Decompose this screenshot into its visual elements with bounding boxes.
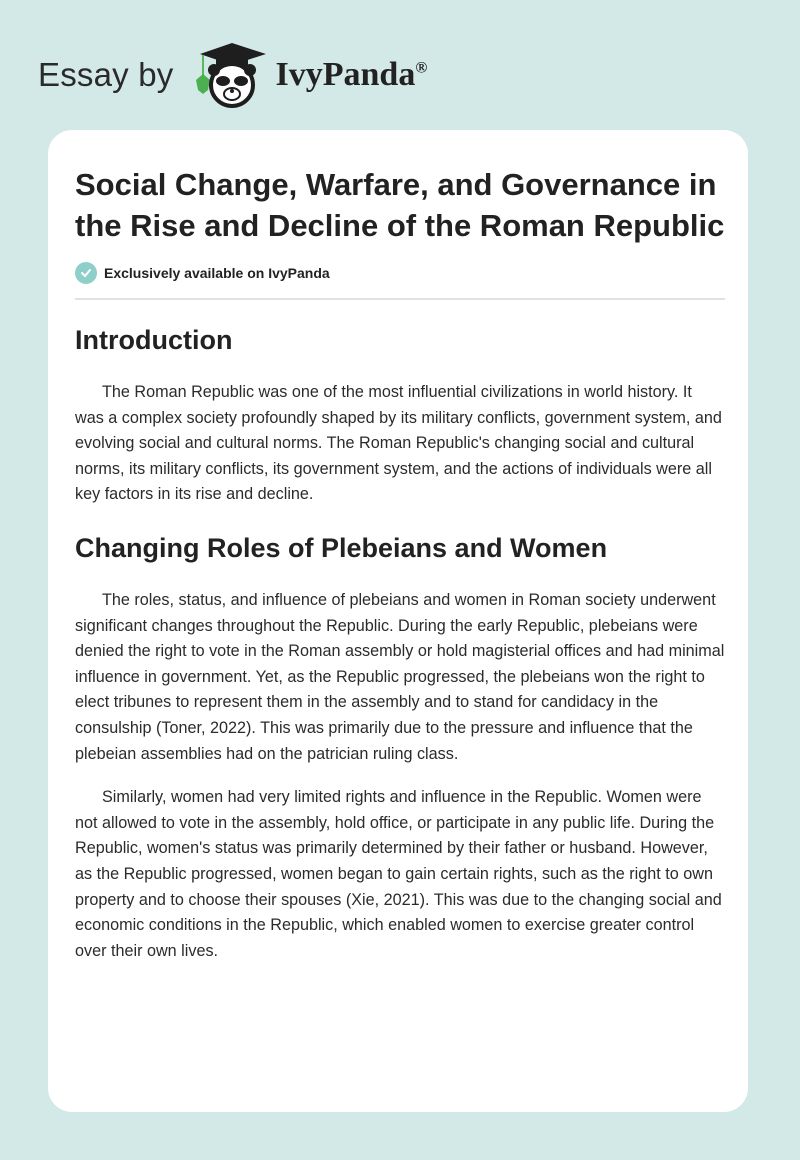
ivypanda-logo-icon[interactable]: [186, 40, 272, 110]
exclusive-badge: [75, 262, 725, 284]
brand-name: [276, 56, 428, 94]
registered-mark: ®: [415, 59, 428, 77]
badge-text: Exclusively available on IvyPanda: [104, 265, 330, 281]
section-heading: Introduction: [75, 325, 233, 355]
essay-title: Social Change, Warfare, and Governance in the Rise and Decline of the Roman Republic: [75, 167, 725, 243]
brand-text: IvyPanda: [275, 56, 416, 93]
paragraph: The roles, status, and influence of plebeians and women in Roman society underwent significant changes throughout the Republic. During the early Republic, plebeians were denied the right to vote in the Roman assembly or hold magisterial offices and had minimal influence in government. Yet, as the Republic progressed, the plebeians won the right to elect tribunes to represent them in the assembly and to stand for candidacy in the consulship (Toner, 2022). This was primarily due to the pressure and influence that the plebeian assemblies had on the patrician ruling class.: [75, 590, 725, 763]
essay-by-label: Essay by: [38, 56, 174, 93]
paragraph: The Roman Republic was one of the most influential civilizations in world history. It was a complex society profoundly shaped by its military conflicts, government system, and evolving social and cultural norms. The Roman Republic's changing social and cultural norms, its military conflicts, its government system, and the actions of individuals were all key factors in its rise and decline.: [75, 383, 722, 504]
essay-card: [48, 130, 748, 1112]
section-heading: Changing Roles of Plebeians and Women: [75, 532, 608, 563]
paragraph: Similarly, women had very limited rights and influence in the Republic. Women were not allowed to vote in the assembly, hold office, or participate in any public life. During the Republic, women's status was primarily determined by their father or husband. However, as the Republic progressed, women began to gain certain rights, such as the right to own property and to choose their spouses (Xie, 2021). This was due to the changing social and economic conditions in the Republic, which enabled women to exercise greater control over their own lives.: [75, 788, 722, 960]
check-circle-icon: [75, 262, 97, 284]
divider: [75, 298, 725, 300]
site-header: [38, 40, 427, 110]
